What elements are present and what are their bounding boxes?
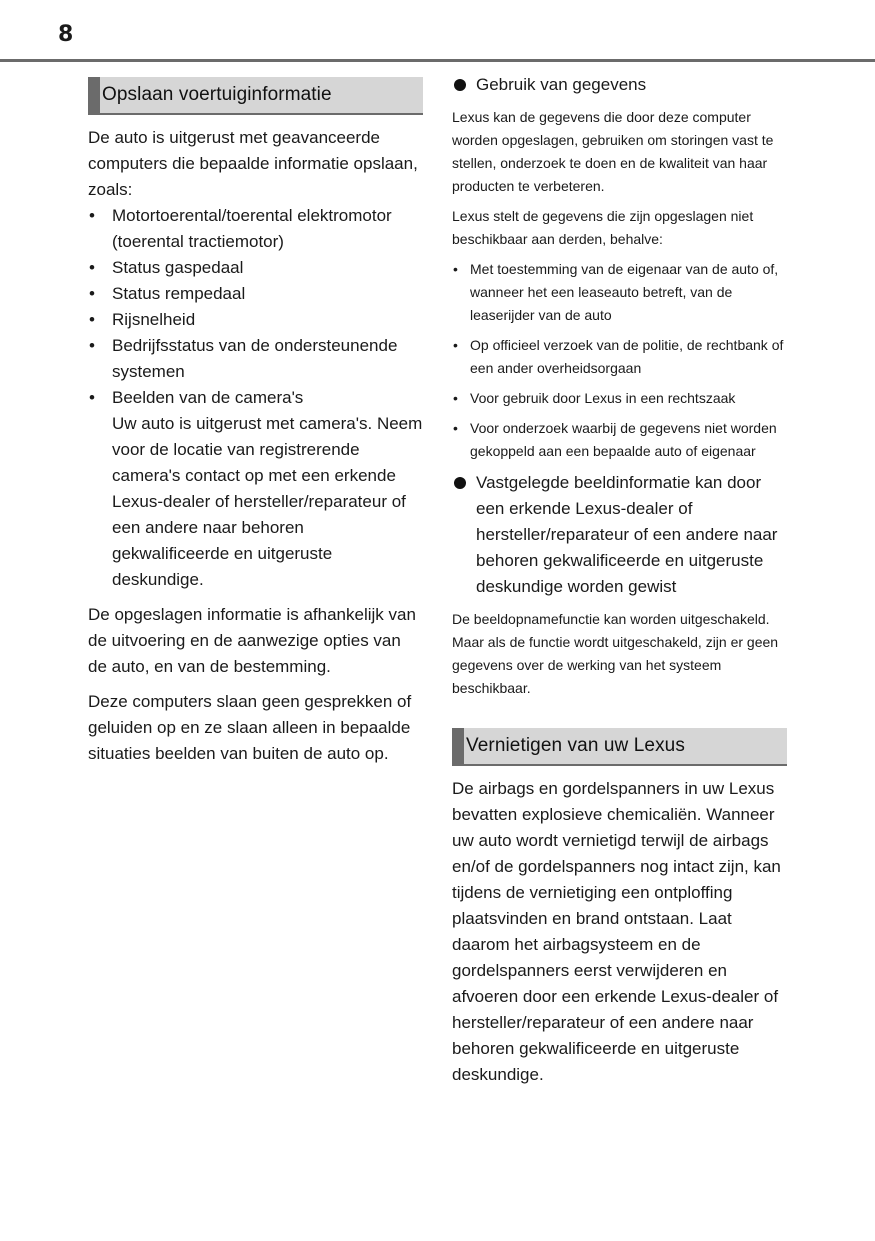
exceptions-list bbox=[452, 258, 787, 463]
right-column bbox=[452, 72, 787, 1088]
bullet-icon: • bbox=[89, 258, 95, 277]
list-item bbox=[88, 333, 423, 385]
bullet-icon: • bbox=[89, 206, 95, 225]
stored-info-list bbox=[88, 203, 423, 593]
list-item bbox=[452, 417, 787, 463]
bullet-icon: • bbox=[453, 390, 458, 406]
usage-paragraph-2: Lexus stelt de gegevens die zijn opgeslagen niet beschikbaar aan derden, behalve: bbox=[452, 208, 754, 247]
image-info-heading bbox=[452, 470, 787, 600]
page-number: 8 bbox=[58, 22, 74, 47]
conversations-paragraph: Deze computers slaan geen gesprekken of geluiden op en ze slaan alleen in bepaalde situaties beelden van buiten de auto op. bbox=[88, 692, 412, 763]
list-item-text: Status gaspedaal bbox=[112, 258, 244, 277]
image-info-heading-text: Vastgelegde beeldinformatie kan door een erkende Lexus-dealer of hersteller/reparateur of een andere naar behoren gekwalificeerde en uitgeruste deskundige worden gewist bbox=[476, 473, 778, 596]
section-title: Opslaan voertuiginformatie bbox=[102, 84, 332, 105]
header-rule bbox=[0, 59, 875, 62]
section-header-accent-bar bbox=[88, 77, 100, 113]
list-item bbox=[452, 387, 787, 410]
filled-circle-bullet-icon bbox=[454, 477, 466, 489]
bullet-icon: • bbox=[453, 420, 458, 436]
usage-heading-text: Gebruik van gegevens bbox=[476, 75, 647, 94]
bullet-icon: • bbox=[89, 336, 95, 355]
list-item-text: Status rempedaal bbox=[112, 284, 246, 303]
list-item-text: Voor onderzoek waarbij de gegevens niet worden gekoppeld aan een bepaalde auto of eigenaar bbox=[470, 420, 777, 459]
list-item-text: Met toestemming van de eigenaar van de auto of, wanneer het een leaseauto betreft, van de leaserijder van de auto bbox=[470, 261, 779, 323]
usage-paragraph-1: Lexus kan de gegevens die door deze computer worden opgeslagen, gebruiken om storingen vast te stellen, onderzoek te doen en de kwaliteit van haar producten te verbeteren. bbox=[452, 109, 774, 194]
list-item-detail: Uw auto is uitgerust met camera's. Neem voor de locatie van registrerende camera's contact op met een erkende Lexus-dealer of hersteller/reparateur of een andere naar behoren gekwalificeerde en uitgeruste deskundige. bbox=[112, 414, 423, 589]
section-header-vehicle-info bbox=[88, 77, 423, 115]
list-item bbox=[452, 334, 787, 380]
list-item-text: Bedrijfsstatus van de ondersteunende systemen bbox=[112, 336, 398, 381]
list-item bbox=[88, 203, 423, 255]
list-item-text: Motortoerental/toerental elektromotor (toerental tractiemotor) bbox=[112, 206, 392, 251]
list-item bbox=[88, 281, 423, 307]
list-item-text: Voor gebruik door Lexus in een rechtszaak bbox=[470, 390, 736, 406]
list-item-text: Op officieel verzoek van de politie, de rechtbank of een ander overheidsorgaan bbox=[470, 337, 784, 376]
list-item bbox=[88, 255, 423, 281]
image-recording-paragraph: De beeldopnamefunctie kan worden uitgeschakeld. Maar als de functie wordt uitgeschakeld, zijn er geen gegevens over de werking van het systeem beschikbaar. bbox=[452, 611, 779, 696]
bullet-icon: • bbox=[89, 284, 95, 303]
intro-paragraph: De auto is uitgerust met geavanceerde computers die bepaalde informatie opslaan, zoals: bbox=[88, 128, 418, 199]
list-item bbox=[88, 385, 423, 593]
options-paragraph: De opgeslagen informatie is afhankelijk van de uitvoering en de aanwezige opties van de auto, en van de bestemming. bbox=[88, 605, 416, 676]
list-item bbox=[88, 307, 423, 333]
section-title: Vernietigen van uw Lexus bbox=[466, 735, 685, 756]
section-header-accent-bar bbox=[452, 728, 464, 764]
disposal-paragraph: De airbags en gordelspanners in uw Lexus bevatten explosieve chemicaliën. Wanneer uw auto wordt vernietigd terwijl de airbags en/of de gordelspanners nog intact zijn, kan tijdens de vernietiging een ontploffing plaatsvinden en brand ontstaan. Laat daarom het airbagsysteem en de gordelspanners eerst verwijderen en afvoeren door een erkende Lexus-dealer of hersteller/reparateur of een andere naar behoren gekwalificeerde en uitgeruste deskundige. bbox=[452, 779, 781, 1084]
usage-heading bbox=[452, 72, 787, 98]
left-column bbox=[88, 77, 423, 767]
filled-circle-bullet-icon bbox=[454, 79, 466, 91]
bullet-icon: • bbox=[89, 310, 95, 329]
bullet-icon: • bbox=[89, 388, 95, 407]
list-item bbox=[452, 258, 787, 327]
list-item-text: Beelden van de camera's bbox=[112, 388, 304, 407]
section-header-disposal bbox=[452, 728, 787, 766]
bullet-icon: • bbox=[453, 337, 458, 353]
list-item-text: Rijsnelheid bbox=[112, 310, 196, 329]
bullet-icon: • bbox=[453, 261, 458, 277]
